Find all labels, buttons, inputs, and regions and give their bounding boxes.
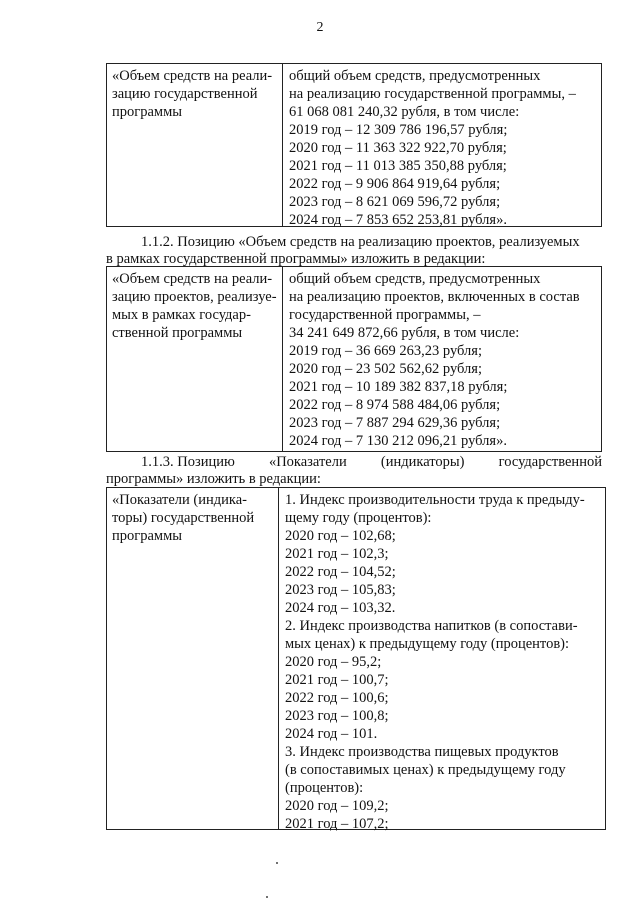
page-number: 2 bbox=[316, 20, 324, 35]
value-line: 2024 год – 103,32. bbox=[285, 600, 396, 616]
value-line: 34 241 649 872,66 рубля, в том числе: bbox=[289, 325, 520, 341]
value-line: 2021 год – 107,2; bbox=[285, 816, 389, 832]
value-line: 61 068 081 240,32 рубля, в том числе: bbox=[289, 104, 520, 120]
paragraph-1-1-2-line1: 1.1.2. Позицию «Объем средств на реализацию проектов, реализуемых bbox=[141, 234, 580, 250]
value-line: 2023 год – 100,8; bbox=[285, 708, 389, 724]
label-line: мых в рамках государ- bbox=[112, 307, 251, 323]
value-line: 2023 год – 7 887 294 629,36 рубля; bbox=[289, 415, 501, 431]
value-line: на реализацию государственной программы, – bbox=[289, 86, 576, 102]
table-projects-funding-value-cell bbox=[284, 267, 601, 451]
value-line: 2021 год – 102,3; bbox=[285, 546, 389, 562]
value-line: общий объем средств, предусмотренных bbox=[289, 271, 541, 287]
table-program-indicators-label-cell bbox=[107, 488, 279, 829]
label-line: «Объем средств на реали- bbox=[112, 68, 273, 84]
value-line: 2022 год – 8 974 588 484,06 рубля; bbox=[289, 397, 501, 413]
paragraph-word: «Показатели bbox=[268, 454, 347, 470]
table-projects-funding-label-cell bbox=[107, 267, 283, 451]
value-line: государственной программы, – bbox=[289, 307, 481, 323]
value-line: 2024 год – 101. bbox=[285, 726, 378, 742]
paragraph-word: (индикаторы) bbox=[380, 454, 465, 470]
label-line: «Объем средств на реали- bbox=[112, 271, 273, 287]
table-program-indicators-value-cell bbox=[280, 488, 605, 832]
value-line: 2022 год – 9 906 864 919,64 рубля; bbox=[289, 176, 501, 192]
value-line: 2024 год – 7 130 212 096,21 рубля». bbox=[289, 433, 507, 449]
value-line: (в сопоставимых ценах) к предыдущему году bbox=[285, 762, 566, 778]
value-line: 2021 год – 100,7; bbox=[285, 672, 389, 688]
label-line: ственной программы bbox=[112, 325, 243, 341]
table-program-funding bbox=[106, 63, 602, 227]
value-line: 2022 год – 104,52; bbox=[285, 564, 396, 580]
value-line: мых ценах) к предыдущему году (процентов): bbox=[285, 636, 570, 652]
value-line: 2020 год – 11 363 322 922,70 рубля; bbox=[289, 140, 507, 156]
paragraph-word: 1.1.3. Позицию bbox=[141, 454, 235, 470]
value-line: на реализацию проектов, включенных в состав bbox=[289, 289, 580, 305]
value-line: 2019 год – 12 309 786 196,57 рубля; bbox=[289, 122, 508, 138]
value-line: 2023 год – 8 621 069 596,72 рубля; bbox=[289, 194, 501, 210]
paragraph-word: государственной bbox=[498, 454, 602, 470]
scan-speck bbox=[266, 896, 268, 898]
value-line: 2021 год – 11 013 385 350,88 рубля; bbox=[289, 158, 507, 174]
label-line: «Показатели (индика- bbox=[112, 492, 247, 508]
table-program-funding-label-cell bbox=[107, 64, 283, 226]
value-line: 2020 год – 95,2; bbox=[285, 654, 382, 670]
label-line: зацию государственной bbox=[112, 86, 258, 102]
paragraph-1-1-3-line1 bbox=[141, 454, 602, 470]
value-line: 2. Индекс производства напитков (в сопостави- bbox=[285, 618, 578, 634]
value-line: 2023 год – 105,83; bbox=[285, 582, 396, 598]
paragraph-1-1-3-line2: программы» изложить в редакции: bbox=[106, 471, 321, 487]
value-line: 2022 год – 100,6; bbox=[285, 690, 389, 706]
label-line: торы) государственной bbox=[112, 510, 255, 526]
scan-speck bbox=[276, 862, 278, 864]
table-program-indicators bbox=[106, 487, 606, 830]
value-line: 2019 год – 36 669 263,23 рубля; bbox=[289, 343, 482, 359]
table-projects-funding bbox=[106, 266, 602, 452]
value-line: 2021 год – 10 189 382 837,18 рубля; bbox=[289, 379, 508, 395]
value-line: (процентов): bbox=[285, 780, 364, 796]
value-line: 2024 год – 7 853 652 253,81 рубля». bbox=[289, 212, 507, 228]
value-line: 1. Индекс производительности труда к предыду- bbox=[285, 492, 585, 508]
value-line: 2020 год – 102,68; bbox=[285, 528, 396, 544]
label-line: программы bbox=[112, 528, 182, 544]
value-line: общий объем средств, предусмотренных bbox=[289, 68, 541, 84]
paragraph-1-1-2-line2: в рамках государственной программы» изложить в редакции: bbox=[106, 251, 486, 267]
value-line: щему году (процентов): bbox=[285, 510, 432, 526]
value-line: 2020 год – 109,2; bbox=[285, 798, 389, 814]
value-line: 2020 год – 23 502 562,62 рубля; bbox=[289, 361, 482, 377]
value-line: 3. Индекс производства пищевых продуктов bbox=[285, 744, 559, 760]
table-program-funding-value-cell bbox=[284, 64, 601, 226]
label-line: программы bbox=[112, 104, 182, 120]
label-line: зацию проектов, реализуе- bbox=[112, 289, 277, 305]
